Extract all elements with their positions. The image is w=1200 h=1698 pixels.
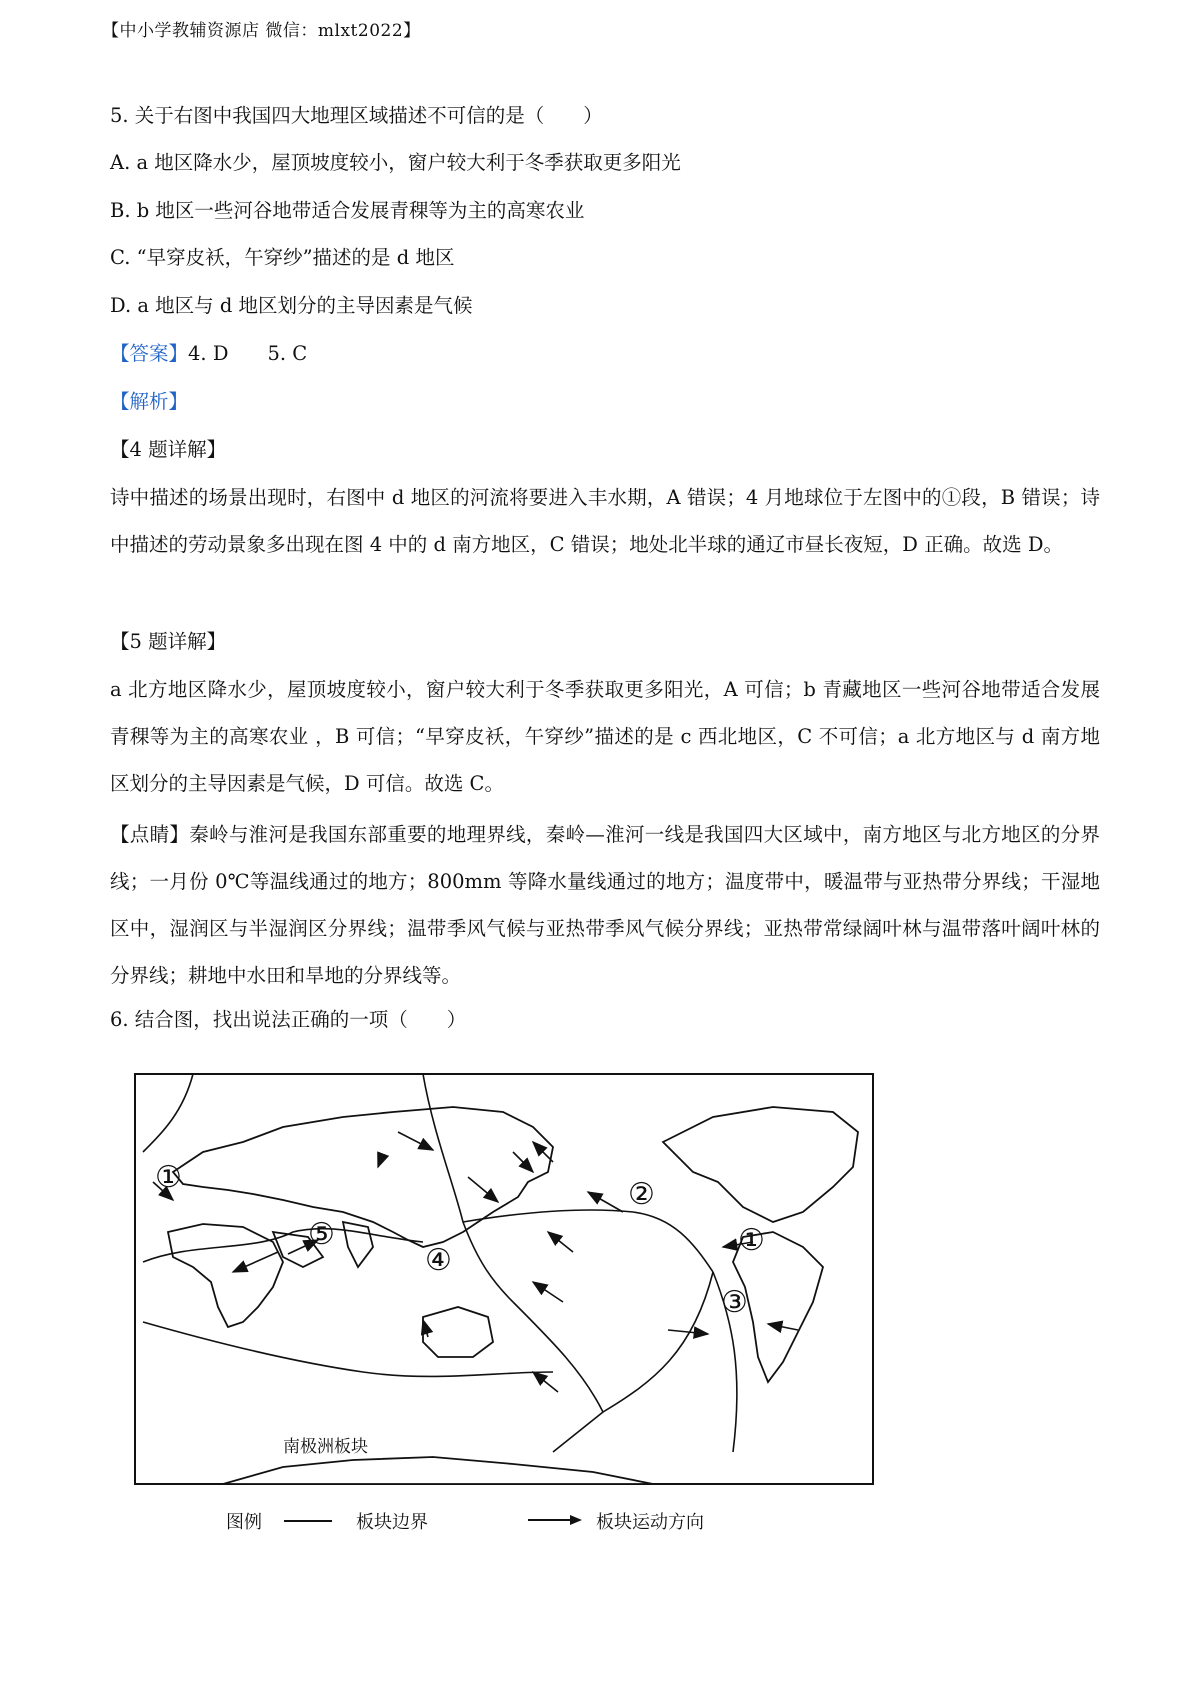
tip-paragraph — [110, 811, 1100, 999]
tip-text: 秦岭与淮河是我国东部重要的地理界线，秦岭—淮河一线是我国四大区域中，南方地区与北方地区的分界线；一月份 0℃等温线通过的地方；800mm 等降水量线通过的地方；温度带中，暖温带与亚热带分界线；干湿地区中，湿润区与半湿润区分界线；温带季风气候与亚热带季风气候分界线；亚热带常绿阔叶林与温带落叶阔叶林的分界线；耕地中水田和旱地的分界线等。 — [110, 823, 1100, 987]
watermark-header: 【中小学教辅资源店 微信：mlxt2022】 — [102, 21, 421, 41]
antarctic-plate-label: 南极洲板块 — [283, 1437, 368, 1457]
analysis-label: 【解析】 — [110, 390, 189, 413]
question-5-option-a: A. a 地区降水少，屋顶坡度较小，窗户较大利于冬季获取更多阳光 — [110, 151, 681, 174]
marker-3: ③ — [721, 1285, 748, 1320]
question-5-stem: 5. 关于右图中我国四大地理区域描述不可信的是（ ） — [110, 104, 603, 127]
detail-5-label: 【5 题详解】 — [110, 630, 227, 653]
legend-motion-label: 板块运动方向 — [596, 1512, 704, 1533]
plate-map-figure — [133, 1072, 875, 1492]
plate-map — [133, 1072, 875, 1492]
answer-label: 【答案】 — [110, 342, 189, 365]
boundary-line-swatch — [284, 1519, 332, 1523]
marker-1-east: ① — [738, 1223, 765, 1258]
marker-2: ② — [628, 1177, 655, 1212]
detail-5-text: a 北方地区降水少，屋顶坡度较小，窗户较大利于冬季获取更多阳光，A 可信；b 青藏地区一些河谷地带适合发展青稞等为主的高寒农业 ，B 可信；“早穿皮袄，午穿纱”描述的是 c 西北地区，C 不可信；a 北方地区与 d 南方地区划分的主导因素是气候，D 可信。故选 C。 — [110, 678, 1100, 795]
answer-value: 4. D 5. C — [188, 342, 308, 365]
marker-5: ⑤ — [308, 1217, 335, 1252]
answer-line — [110, 338, 307, 366]
question-5-option-c: C. “早穿皮袄，午穿纱”描述的是 d 地区 — [110, 246, 455, 269]
question-5-option-b: B. b 地区一些河谷地带适合发展青稞等为主的高寒农业 — [110, 199, 585, 222]
motion-arrow-swatch — [528, 1513, 584, 1527]
detail-4-label: 【4 题详解】 — [110, 438, 227, 461]
tip-label: 【点睛】 — [110, 823, 190, 846]
australia-landmass — [423, 1307, 493, 1357]
map-legend — [226, 1508, 786, 1538]
question-6-stem: 6. 结合图，找出说法正确的一项（ ） — [110, 1008, 467, 1031]
legend-boundary-label: 板块边界 — [356, 1512, 428, 1533]
question-5-option-d: D. a 地区与 d 地区划分的主导因素是气候 — [110, 294, 473, 317]
detail-4-text: 诗中描述的场景出现时，右图中 d 地区的河流将要进入丰水期，A 错误；4 月地球位于左图中的①段，B 错误；诗中描述的劳动景象多出现在图 4 中的 d 南方地区，C 错误；地处北半球的通辽市昼长夜短，D 正确。故选 D。 — [110, 486, 1100, 556]
legend-title: 图例 — [226, 1512, 262, 1533]
marker-4: ④ — [425, 1243, 452, 1278]
marker-1-west: ① — [155, 1160, 182, 1195]
